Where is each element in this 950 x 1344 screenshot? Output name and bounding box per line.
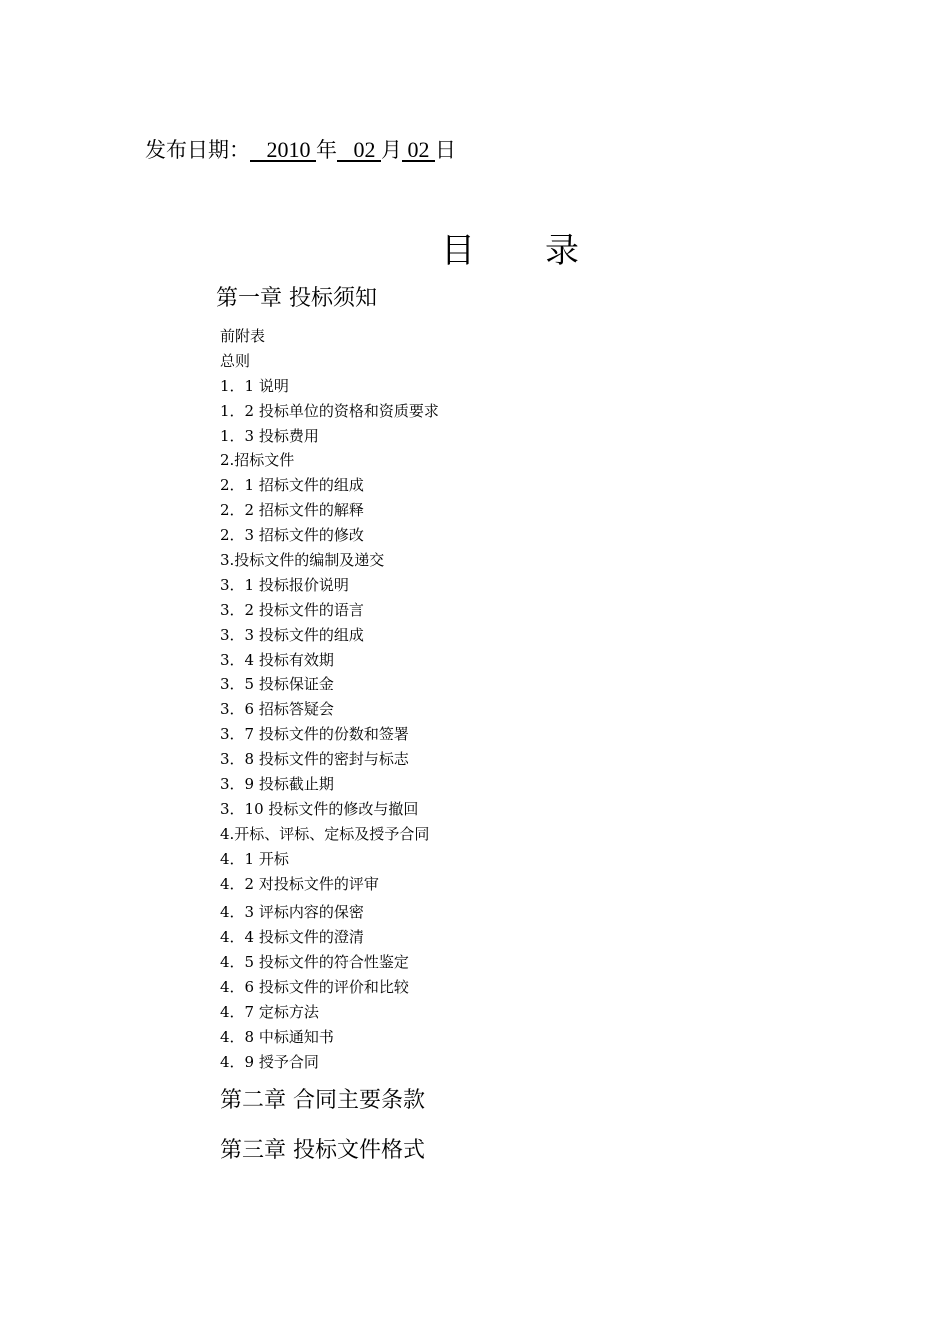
toc-item: 1．1 说明 — [220, 376, 289, 395]
toc-item: 2．2 招标文件的解释 — [220, 501, 364, 520]
toc-item: 3．5 投标保证金 — [220, 675, 334, 694]
publish-date-day: 02 — [407, 137, 430, 162]
toc-item: 3．6 招标答疑会 — [220, 700, 334, 719]
toc-item: 3．4 投标有效期 — [220, 650, 334, 669]
toc-title-left: 目 — [441, 231, 475, 271]
toc-item: 2.招标文件 — [220, 451, 295, 470]
toc-chapter-3: 第三章 投标文件格式 — [220, 1138, 425, 1163]
publish-date-year-unit: 年 — [316, 138, 337, 162]
toc-list — [220, 324, 439, 1075]
toc-item: 3.投标文件的编制及递交 — [220, 551, 385, 570]
toc-item: 4．1 开标 — [220, 849, 289, 868]
toc-item: 4．4 投标文件的澄清 — [220, 928, 364, 947]
toc-item: 前附表 — [220, 327, 266, 345]
toc-item: 4.开标、评标、定标及授予合同 — [220, 824, 430, 843]
toc-item: 1．2 投标单位的资格和资质要求 — [220, 401, 439, 420]
toc-item: 4．3 评标内容的保密 — [220, 903, 364, 922]
toc-item: 4．2 对投标文件的评审 — [220, 874, 379, 893]
toc-title-right: 录 — [545, 231, 579, 271]
publish-date-label: 发布日期： — [145, 138, 250, 162]
toc-item: 3．7 投标文件的份数和签署 — [220, 725, 409, 744]
toc-chapter-1: 第一章 投标须知 — [216, 286, 377, 311]
toc-item: 3．10 投标文件的修改与撤回 — [220, 799, 419, 818]
publish-date-line — [145, 134, 456, 166]
toc-item: 4．9 授予合同 — [220, 1052, 319, 1071]
publish-date-month: 02 — [353, 137, 376, 162]
toc-item: 3．8 投标文件的密封与标志 — [220, 750, 409, 769]
publish-date-year: 2010 — [266, 137, 311, 162]
toc-item: 3．2 投标文件的语言 — [220, 600, 364, 619]
toc-item: 3．3 投标文件的组成 — [220, 625, 364, 644]
toc-item: 3．9 投标截止期 — [220, 775, 334, 794]
toc-chapter-2: 第二章 合同主要条款 — [220, 1088, 425, 1113]
toc-item: 2．1 招标文件的组成 — [220, 476, 364, 495]
toc-item: 4．7 定标方法 — [220, 1003, 319, 1022]
toc-item: 4．5 投标文件的符合性鉴定 — [220, 953, 409, 972]
publish-date-day-unit: 日 — [435, 138, 456, 162]
toc-title — [441, 228, 579, 274]
toc-item: 总则 — [220, 351, 251, 370]
toc-item: 3．1 投标报价说明 — [220, 575, 349, 594]
toc-item: 2．3 招标文件的修改 — [220, 526, 364, 545]
toc-item: 1．3 投标费用 — [220, 426, 319, 445]
publish-date-month-unit: 月 — [381, 138, 402, 162]
toc-item: 4．8 中标通知书 — [220, 1027, 334, 1046]
toc-item: 4．6 投标文件的评价和比较 — [220, 978, 409, 997]
